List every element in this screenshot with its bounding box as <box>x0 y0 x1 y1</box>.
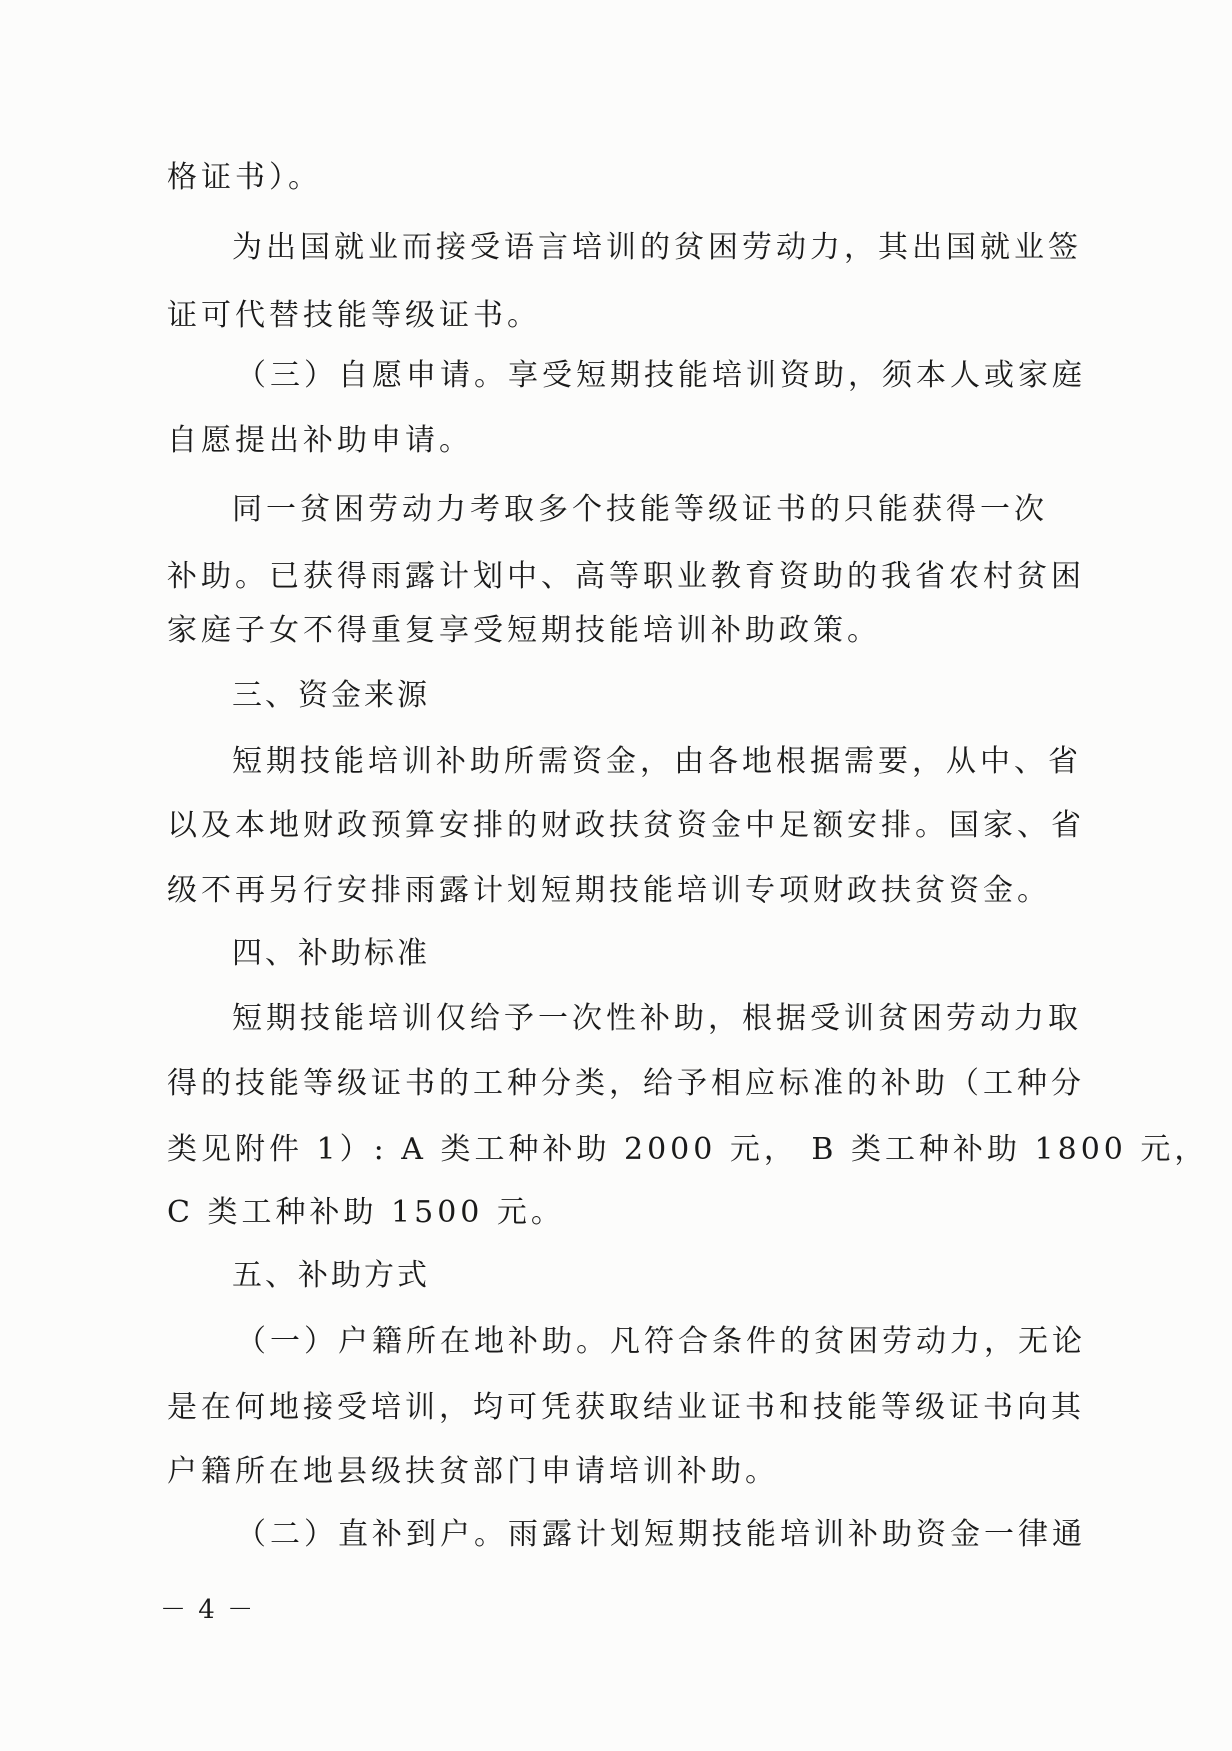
text-line: 户籍所在地县级扶贫部门申请培训补助。 <box>167 1454 779 1489</box>
text-line: 短期技能培训补助所需资金，由各地根据需要，从中、省 <box>232 744 1082 779</box>
text-line: （一）户籍所在地补助。凡符合条件的贫困劳动力，无论 <box>236 1324 1086 1359</box>
page-number: － 4 － <box>160 1595 256 1625</box>
text-line: 家庭子女不得重复享受短期技能培训补助政策。 <box>167 613 881 648</box>
text-line: （三）自愿申请。享受短期技能培训资助，须本人或家庭 <box>236 358 1086 393</box>
text-line: 自愿提出补助申请。 <box>167 423 473 458</box>
text-line: 补助。已获得雨露计划中、高等职业教育资助的我省农村贫困 <box>167 559 1085 594</box>
text-line: 证可代替技能等级证书。 <box>167 298 541 333</box>
text-line: 短期技能培训仅给予一次性补助，根据受训贫困劳动力取 <box>232 1001 1082 1036</box>
text-line: 是在何地接受培训，均可凭获取结业证书和技能等级证书向其 <box>167 1390 1085 1425</box>
text-line: 级不再另行安排雨露计划短期技能培训专项财政扶贫资金。 <box>167 873 1051 908</box>
text-line: 得的技能等级证书的工种分类，给予相应标准的补助（工种分 <box>167 1066 1085 1101</box>
text-line: （二）直补到户。雨露计划短期技能培训补助资金一律通 <box>236 1517 1086 1552</box>
text-line: 以及本地财政预算安排的财政扶贫资金中足额安排。国家、省 <box>167 808 1085 843</box>
text-line: 格证书）。 <box>167 160 322 195</box>
section-heading: 四、补助标准 <box>232 936 430 971</box>
text-line: 类见附件 1）: A 类工种补助 2000 元， B 类工种补助 1800 元， <box>167 1132 1209 1167</box>
section-heading: 三、资金来源 <box>232 678 430 713</box>
text-line: 为出国就业而接受语言培训的贫困劳动力，其出国就业签 <box>232 230 1082 265</box>
text-line: 同一贫困劳动力考取多个技能等级证书的只能获得一次 <box>232 492 1048 527</box>
section-heading: 五、补助方式 <box>232 1258 430 1293</box>
text-line: C 类工种补助 1500 元。 <box>167 1195 565 1230</box>
